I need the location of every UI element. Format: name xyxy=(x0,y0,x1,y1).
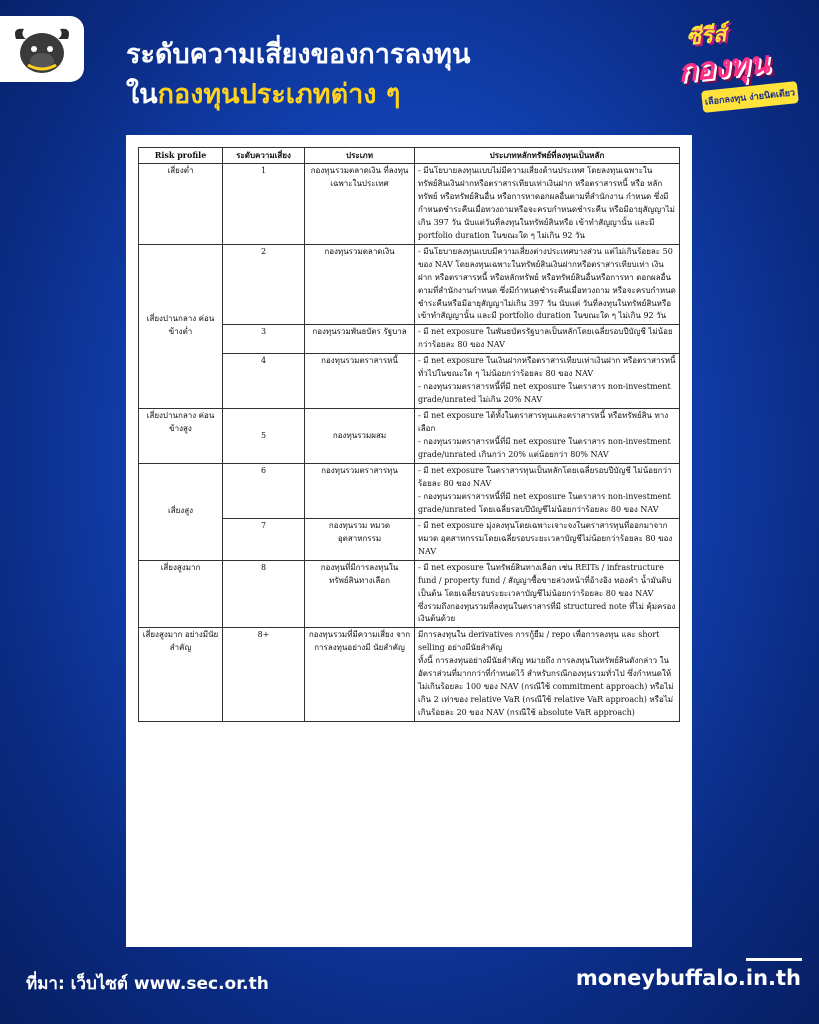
fund-type-cell: กองทุนรวมตราสารทุน xyxy=(305,463,415,518)
fund-type-cell: กองทุนรวมตลาดเงิน ที่ลงทุนเฉพาะในประเทศ xyxy=(305,164,415,245)
risk-profile-cell: เสี่ยงสูงมาก xyxy=(139,560,223,628)
header-asset-type: ประเภทหลักทรัพย์ที่ลงทุนเป็นหลัก xyxy=(415,148,680,164)
description-line: - มี net exposure ได้ทั้งในตราสารทุนและตราสารหนี้ หรือทรัพย์สิน ทางเลือก xyxy=(418,411,669,434)
risk-level-cell: 6 xyxy=(223,463,305,518)
description-line: ทั้งนี้ การลงทุนอย่างมีนัยสำคัญ หมายถึง การลงทุนในทรัพย์สินดังกล่าว ในอัตราส่วนที่มากกว่าที่กำหนดไว้ สำหรับกรณีกองทุนรวมทั่วไป ซึ่งกำหนดให้ไม่เกินร้อยละ 100 ของ NAV (กรณีใช้ commitment approach) หรือไม่เกิน 2 เท่าของ relative VaR (กรณีใช้ relative VaR approach) หรือไม่เกินร้อยละ 20 ของ NAV (กรณีใช้ absolute VaR approach) xyxy=(418,656,674,718)
risk-level-cell: 2 xyxy=(223,244,305,325)
risk-level-cell: 5 xyxy=(223,409,305,464)
description-cell xyxy=(415,463,680,518)
description-cell xyxy=(415,325,680,354)
subtitle-highlight: กองทุนประเภทต่าง ๆ xyxy=(157,79,401,110)
risk-level-cell: 7 xyxy=(223,518,305,560)
table-row xyxy=(139,164,680,245)
description-cell xyxy=(415,409,680,464)
description-line: - มีนโยบายลงทุนแบบมีความเสี่ยงต่างประเทศบางส่วน แต่ไม่เกินร้อยละ 50 ของ NAV โดยลงทุนเฉพาะในทรัพย์สินเงินฝากหรือตราสารเทียบเท่า เงินฝาก หรือตราสารหนี้ หรือหลักทรัพย์ หรือทรัพย์สินอื่นหรือการหา ดอกผลอื่นตามที่สำนักงานกำหนด ซึ่งมีกำหนดชำระคืนเมื่อทวงถาม หรือจะครบกำหนดชำระคืนหรือมีอายุสัญญาไม่เกิน 397 วัน นับแต่ วันที่ลงทุนในทรัพย์สินหรือเข้าทำสัญญานั้น และมี portfolio duration ในขณะใด ๆ ไม่เกิน 92 วัน xyxy=(418,246,676,321)
table-row xyxy=(139,628,680,722)
risk-profile-cell: เสี่ยงสูงมาก อย่างมีนัยสำคัญ xyxy=(139,628,223,722)
badge-fund-label: กองทุน xyxy=(676,45,771,90)
document-sheet xyxy=(126,135,692,947)
risk-profile-cell: เสี่ยงต่ำ xyxy=(139,164,223,245)
risk-level-cell: 8+ xyxy=(223,628,305,722)
table-row xyxy=(139,560,680,628)
series-badge xyxy=(672,18,802,112)
badge-strip-text: เลือกลงทุน ง่ายนิดเดียว xyxy=(704,88,796,108)
fund-type-cell: กองทุนรวมตลาดเงิน xyxy=(305,244,415,325)
description-cell xyxy=(415,560,680,628)
source-caption: ที่มา: เว็บไซต์ www.sec.or.th xyxy=(26,974,269,994)
page-subtitle xyxy=(126,72,400,115)
description-cell xyxy=(415,628,680,722)
description-line: - มี net exposure มุ่งลงทุนโดยเฉพาะเจาะจงในตราสารทุนที่ออกมาจากหมวด อุตสาหกรรมโดยเฉลี่ยรอบระยะเวลาบัญชีไม่น้อยกว่าร้อยละ 80 ของ NAV xyxy=(418,520,673,556)
fund-type-cell: กองทุนรวมตราสารหนี้ xyxy=(305,354,415,409)
fund-type-cell: กองทุนรวมพันธบัตร รัฐบาล xyxy=(305,325,415,354)
risk-profile-cell: เสี่ยงปานกลาง ค่อนข้างสูง xyxy=(139,409,223,464)
header-type: ประเภท xyxy=(305,148,415,164)
description-line: ซึ่งรวมถึงกองทุนรวมที่ลงทุนในตราสารที่มี structured note ที่ไม่ คุ้มครองเงินต้นด้วย xyxy=(418,601,676,624)
table-header-row xyxy=(139,148,680,164)
fund-type-cell: กองทุนที่มีการลงทุนใน ทรัพย์สินทางเลือก xyxy=(305,560,415,628)
description-line: - กองทุนรวมตราสารหนี้ที่มี net exposure ในตราสาร non-investment grade/unrated โดยเฉลี่ยรอบปีบัญชีไม่น้อยกว่าร้อยละ 80 ของ NAV xyxy=(418,491,671,514)
header-risk-profile: Risk profile xyxy=(139,148,223,164)
description-line: - กองทุนรวมตราสารหนี้ที่มี net exposure ในตราสาร non-investment grade/unrated ไม่เกิน 20% NAV xyxy=(418,382,671,405)
fund-type-cell: กองทุนรวมผสม xyxy=(305,409,415,464)
page-title: ระดับความเสี่ยงของการลงทุน xyxy=(126,39,471,70)
description-line: - มี net exposure ในเงินฝากหรือตราสารเทียบเท่าเงินฝาก หรือตราสารหนี้ ทั่วไปในขณะใด ๆ ไม่น้อยกว่าร้อยละ 80 ของ NAV xyxy=(418,356,676,379)
description-line: มีการลงทุนใน derivatives การกู้ยืม / repo เพื่อการลงทุน และ short selling อย่างมีนัยสำคัญ xyxy=(418,630,660,653)
risk-level-cell: 8 xyxy=(223,560,305,628)
header-risk-level: ระดับความเสี่ยง xyxy=(223,148,305,164)
description-line: - มี net exposure ในพันธบัตรรัฐบาลเป็นหลักโดยเฉลี่ยรอบปีบัญชี ไม่น้อยกว่าร้อยละ 80 ของ NAV xyxy=(418,327,673,350)
description-cell xyxy=(415,518,680,560)
footer-divider xyxy=(746,958,802,961)
table-row xyxy=(139,409,680,464)
badge-series-label: ซีรีส์ xyxy=(684,21,728,52)
table-row xyxy=(139,463,680,518)
risk-level-cell: 3 xyxy=(223,325,305,354)
site-link[interactable]: moneybuffalo.in.th xyxy=(575,966,801,990)
risk-profile-cell: เสี่ยงปานกลาง ค่อนข้างต่ำ xyxy=(139,244,223,408)
description-line: - มี net exposure ในทรัพย์สินทางเลือก เช่น REITs / infrastructure fund / property fund / สัญญาซื้อขายล่วงหน้าที่อ้างอิง ทองคำ น้ำมันดิบ เป็นต้น โดยเฉลี่ยรอบระยะเวลาบัญชีไม่น้อยกว่าร้อยละ 80 ของ NAV xyxy=(418,562,672,598)
brand-logo xyxy=(0,16,84,82)
buffalo-logo-icon xyxy=(10,21,74,77)
description-cell xyxy=(415,164,680,245)
risk-level-cell: 4 xyxy=(223,354,305,409)
description-cell xyxy=(415,354,680,409)
fund-type-cell: กองทุนรวม หมวดอุตสาหกรรม xyxy=(305,518,415,560)
fund-type-cell: กองทุนรวมที่มีความเสี่ยง จากการลงทุนอย่างมี นัยสำคัญ xyxy=(305,628,415,722)
risk-profile-cell: เสี่ยงสูง xyxy=(139,463,223,560)
description-line: - มีนโยบายลงทุนแบบไม่มีความเสี่ยงด้านประเทศ โดยลงทุนเฉพาะใน ทรัพย์สินเงินฝากหรือตราสารเทียบเท่าเงินฝาก หรือตราสารหนี้ หรือ หลักทรัพย์ หรือทรัพย์สินอื่น หรือการหาดอกผลอื่นตามที่สำนักงาน กำหนด ซึ่งมีกำหนดชำระคืนเมื่อทวงถามหรือจะครบกำหนดชำระคืน หรือมีอายุสัญญาไม่เกิน 397 วัน นับแต่วันที่ลงทุนในทรัพย์สินหรือ เข้าทำสัญญานั้น และมี portfolio duration ในขณะใด ๆ ไม่เกิน 92 วัน xyxy=(418,166,675,240)
risk-level-cell: 1 xyxy=(223,164,305,245)
table-row xyxy=(139,244,680,325)
description-line: - มี net exposure ในตราสารทุนเป็นหลักโดยเฉลี่ยรอบปีบัญชี ไม่น้อยกว่าร้อยละ 80 ของ NAV xyxy=(418,465,672,488)
description-cell xyxy=(415,244,680,325)
description-line: - กองทุนรวมตราสารหนี้ที่มี net exposure ในตราสาร non-investment grade/unrated เกินกว่า 20% แต่น้อยกว่า 80% NAV xyxy=(418,437,671,460)
risk-table xyxy=(138,147,680,722)
subtitle-prefix: ใน xyxy=(126,79,158,110)
